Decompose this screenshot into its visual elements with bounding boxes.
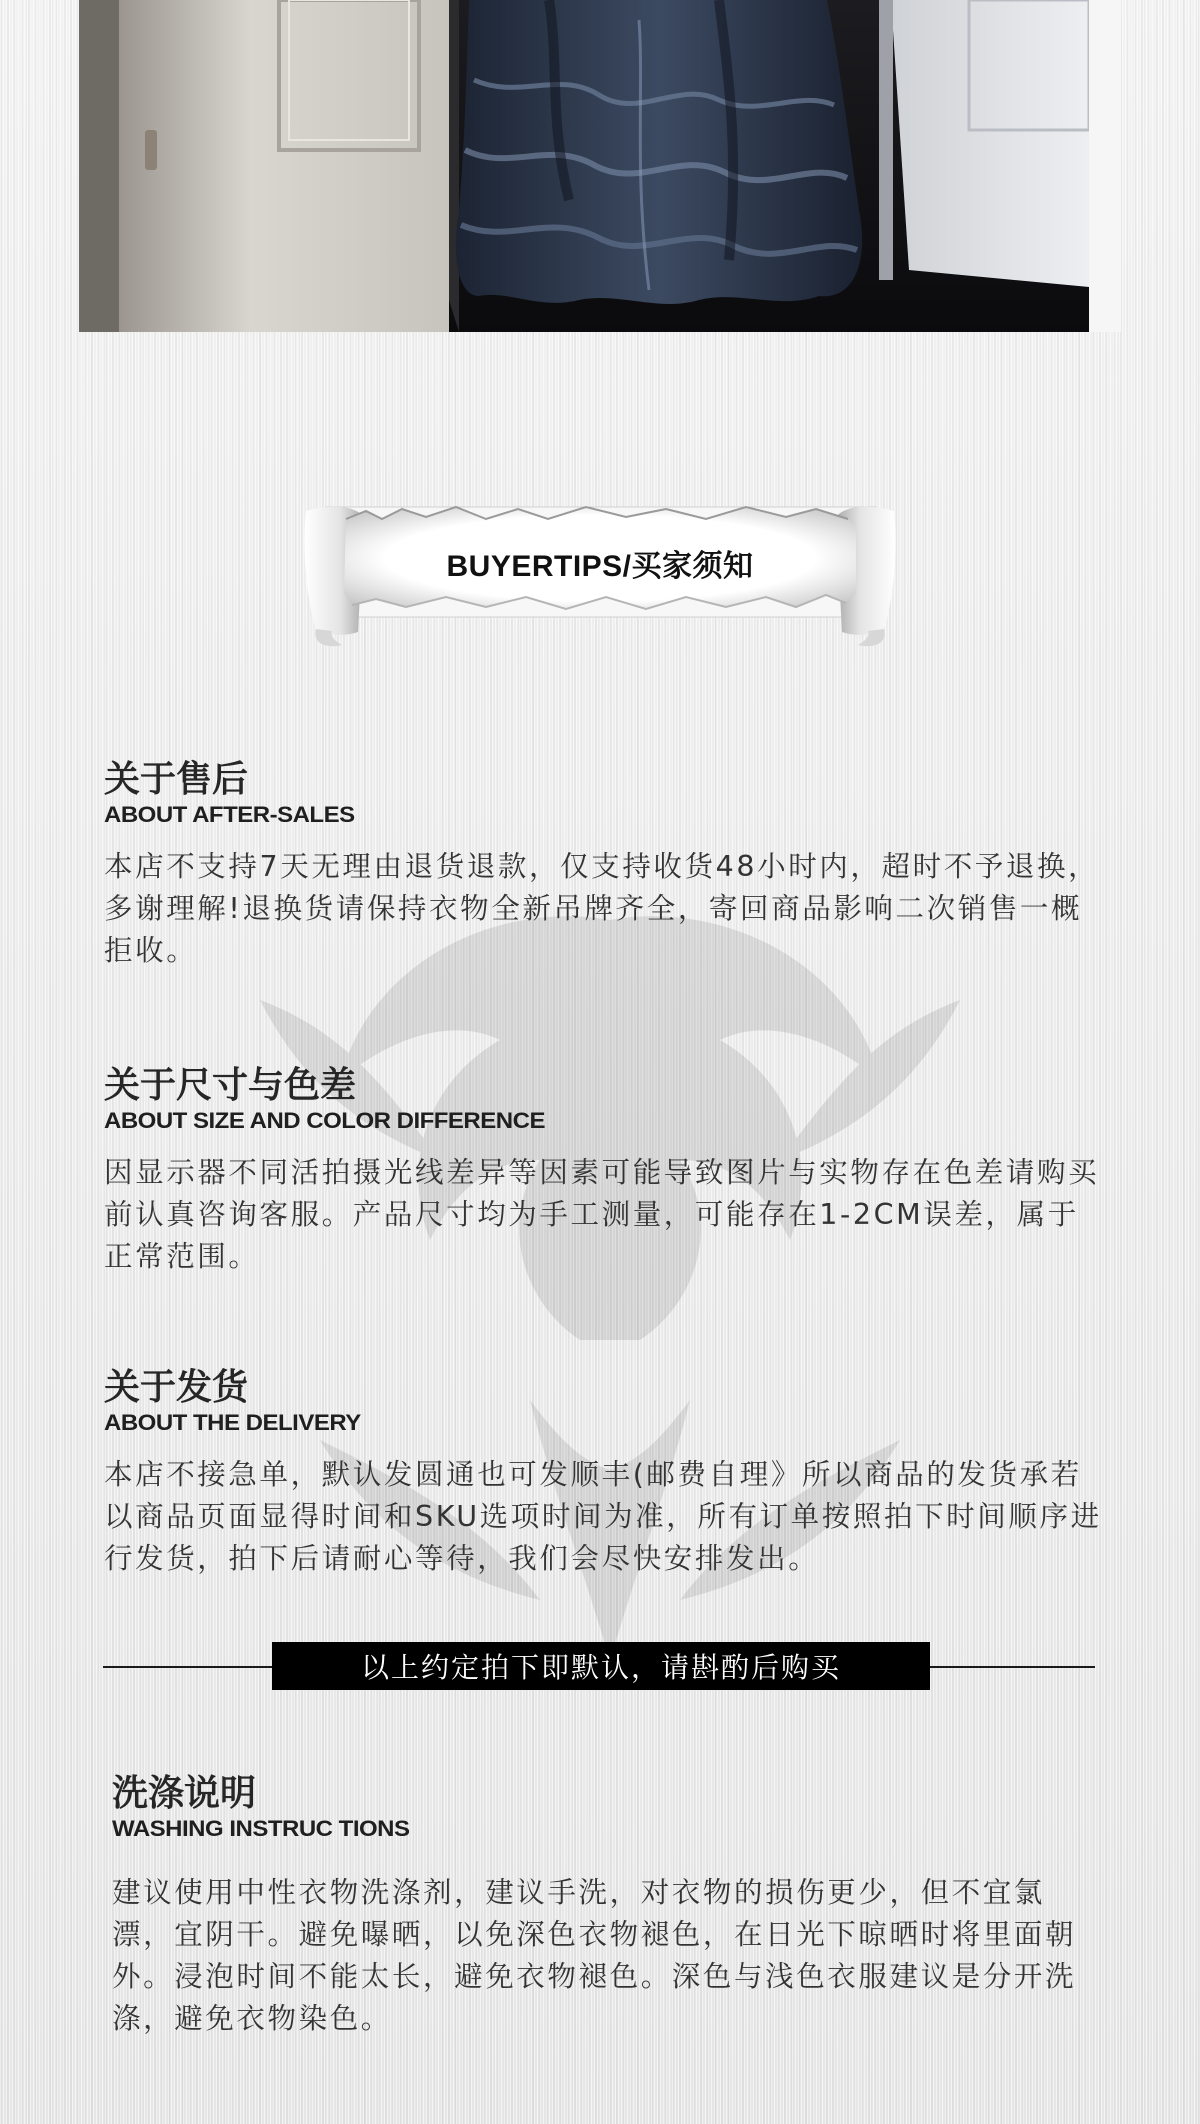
section-washing <box>112 1772 1102 2040</box>
section-title: 洗涤说明 <box>112 1773 257 1814</box>
section-after-sales <box>104 758 1104 972</box>
dress-photo-illustration <box>79 0 1121 332</box>
section-body: 本店不接急单，默认发圆通也可发顺丰(邮费自理》所以商品的发货承若以商品页面显得时间和SKU选项时间为准，所有订单按照拍下时间顺序进行发货，拍下后请耐心等待，我们会尽快安排发出。 <box>104 1458 1102 1575</box>
buyer-tips-banner <box>286 497 914 647</box>
section-title: 关于尺寸与色差 <box>104 1065 357 1106</box>
section-body: 因显示器不同活拍摄光线差异等因素可能导致图片与实物存在色差请购买前认真咨询客服。产品尺寸均为手工测量，可能存在1-2CM误差，属于正常范围。 <box>104 1156 1100 1273</box>
section-subtitle: ABOUT AFTER-SALES <box>104 802 355 828</box>
section-subtitle: WASHING INSTRUC TIONS <box>112 1816 410 1842</box>
section-subtitle: ABOUT THE DELIVERY <box>104 1410 361 1436</box>
hero-photo <box>79 0 1121 332</box>
banner-title: BUYERTIPS/买家须知 <box>446 550 754 583</box>
section-title: 关于发货 <box>104 1367 249 1408</box>
ruffled-dress-shape <box>456 0 862 304</box>
section-body: 本店不支持7天无理由退货退款，仅支持收货48小时内，超时不予退换，多谢理解!退换货请保持衣物全新吊牌齐全，寄回商品影响二次销售一概拒收。 <box>104 850 1100 967</box>
section-delivery <box>104 1366 1104 1580</box>
notice-box: 以上约定拍下即默认，请斟酌后购买 <box>272 1642 930 1690</box>
brand-watermark <box>200 880 1020 1760</box>
section-size-color <box>104 1064 1104 1278</box>
section-title: 关于售后 <box>104 759 249 800</box>
section-subtitle: ABOUT SIZE AND COLOR DIFFERENCE <box>104 1108 545 1134</box>
horned-skull-watermark-icon <box>200 880 1020 1760</box>
section-body: 建议使用中性衣物洗涤剂，建议手洗，对衣物的损伤更少，但不宜氯漂，宜阴干。避免曝晒，以免深色衣物褪色，在日光下晾晒时将里面朝外。浸泡时间不能太长，避免衣物褪色。深色与浅色衣服建议是分开洗涤，避免衣物染色。 <box>112 1876 1077 2035</box>
